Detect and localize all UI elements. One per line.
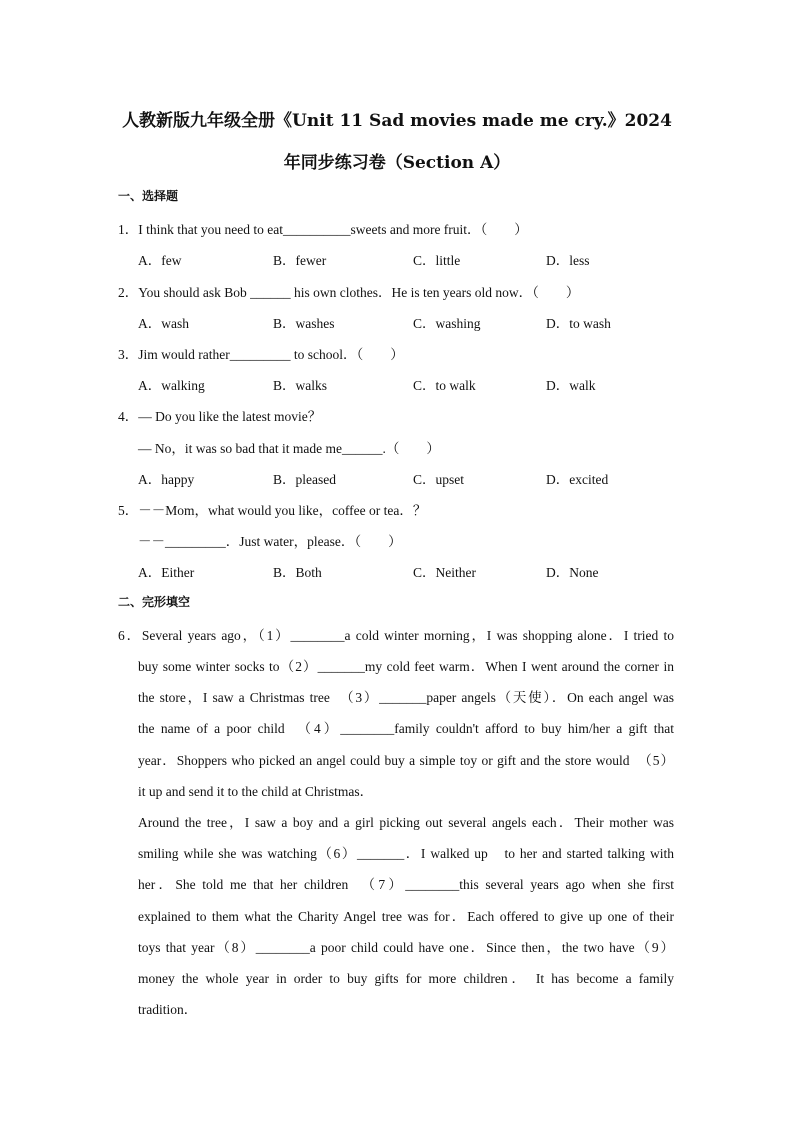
- question-4-stem: 4．— Do you like the latest movie？: [118, 409, 322, 424]
- question-4-option-c: C．upset: [413, 472, 465, 487]
- question-3-option-c: C．to walk: [413, 378, 476, 393]
- cloze-passage-line: explained to them what the Charity Angel tree was for．Each offered to give up one of their: [138, 909, 674, 924]
- question-5-option-b: B．Both: [273, 565, 322, 580]
- question-2-option-b: B．washes: [273, 316, 335, 331]
- question-5-option-a: A．Either: [138, 565, 195, 580]
- cloze-passage-line: money the whole year in order to buy gifts for more children． It has become a family: [138, 971, 674, 986]
- section-heading-cloze: 二、完形填空: [118, 595, 191, 609]
- question-1-stem: 1．I think that you need to eat__________sweets and more fruit．（ ）: [118, 222, 528, 237]
- question-3-option-a: A．walking: [138, 378, 205, 393]
- cloze-passage-line: tradition．: [138, 1002, 198, 1017]
- question-4-option-a: A．happy: [138, 472, 195, 487]
- cloze-passage-line: 6．Several years ago，（1）________a cold winter morning，I was shopping alone．I tried to: [118, 628, 674, 643]
- page-title-line2: 年同步练习卷（Section A）: [283, 153, 511, 173]
- cloze-passage-line: toys that year（8）________a poor child could have one．Since then，the two have（9）: [138, 940, 674, 955]
- page-title-line1: 人教新版九年级全册《Unit 11 Sad movies made me cry.》2024: [122, 111, 672, 131]
- question-1-option-c: C．little: [413, 253, 461, 268]
- question-2-option-a: A．wash: [138, 316, 189, 331]
- question-2-option-c: C．washing: [413, 316, 481, 331]
- question-4-stem-reply: — No，it was so bad that it made me______.（ ）: [138, 441, 440, 456]
- cloze-passage-line: buy some winter socks to（2）_______my cold feet warm．When I went around the corner in: [138, 659, 674, 674]
- question-3-option-d: D．walk: [546, 378, 596, 393]
- question-4-option-d: D．excited: [546, 472, 609, 487]
- question-4-option-b: B．pleased: [273, 472, 336, 487]
- question-5-stem-reply: －－_________．Just water，please．（ ）: [138, 534, 402, 549]
- question-1-option-d: D．less: [546, 253, 590, 268]
- question-5-option-c: C．Neither: [413, 565, 476, 580]
- cloze-passage-line: her．She told me that her children （7）________this several years ago when she first: [138, 877, 674, 892]
- question-5-option-d: D．None: [546, 565, 599, 580]
- cloze-passage-line: Around the tree，I saw a boy and a girl picking out several angels each．Their mother was: [138, 815, 674, 830]
- cloze-passage-line: the name of a poor child （4）________family couldn't afford to buy him/her a gift that: [138, 721, 674, 736]
- question-1-option-b: B．fewer: [273, 253, 327, 268]
- question-2-stem: 2．You should ask Bob ______ his own clothes．He is ten years old now．（ ）: [118, 285, 580, 300]
- question-5-stem: 5．－－Mom，what would you like，coffee or tea．？: [118, 503, 427, 518]
- cloze-passage-line: smiling while she was watching（6）_______．I walked up to her and started talking with: [138, 846, 674, 861]
- cloze-passage-line: the store，I saw a Christmas tree （3）_______paper angels（天使）．On each angel was: [138, 690, 674, 705]
- section-heading-choice: 一、选择题: [118, 189, 179, 203]
- question-3-stem: 3．Jim would rather_________ to school．（ ）: [118, 347, 404, 362]
- question-3-option-b: B．walks: [273, 378, 327, 393]
- question-2-option-d: D．to wash: [546, 316, 611, 331]
- cloze-passage-line: it up and send it to the child at Christmas．: [138, 784, 374, 799]
- cloze-passage-line: year．Shoppers who picked an angel could buy a simple toy or gift and the store would （5）: [138, 753, 674, 768]
- question-1-option-a: A．few: [138, 253, 182, 268]
